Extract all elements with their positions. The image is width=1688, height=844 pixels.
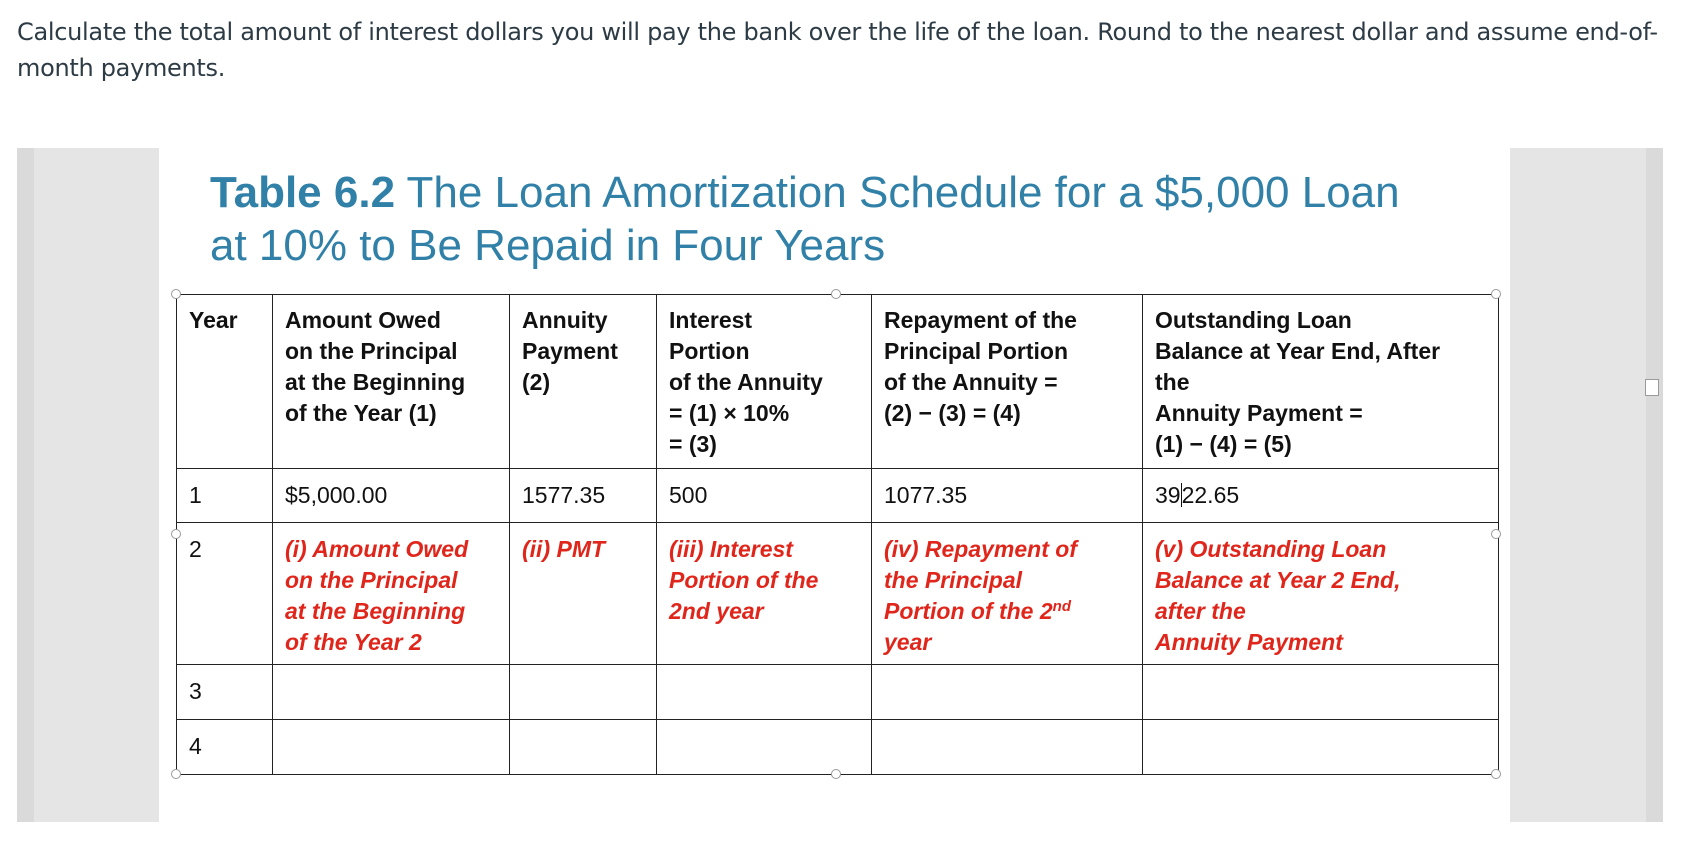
- page-margin-right: [1646, 148, 1663, 822]
- header-interest-portion: Interest Portion of the Annuity = (1) × 10% = (3): [657, 295, 872, 469]
- table-row-year-3: [177, 665, 1499, 720]
- cell-empty[interactable]: [273, 720, 510, 775]
- table-title: The Loan Amortization Schedule for a $5,000 Loan at 10% to Be Repaid in Four Years: [210, 168, 1400, 270]
- cell-empty[interactable]: [657, 665, 872, 720]
- resize-handle-middle-right[interactable]: [1491, 529, 1501, 539]
- cell-empty[interactable]: [273, 665, 510, 720]
- cell-annuity-payment: 1577.35: [510, 469, 657, 523]
- table-row-year-1: [177, 469, 1499, 523]
- table-row-year-4: [177, 720, 1499, 775]
- cell-empty[interactable]: [872, 665, 1143, 720]
- cell-year: 3: [177, 665, 273, 720]
- resize-handle-bottom-right[interactable]: [1491, 769, 1501, 779]
- cell-empty[interactable]: [510, 720, 657, 775]
- cell-empty[interactable]: [657, 720, 872, 775]
- cell-empty[interactable]: [510, 665, 657, 720]
- page-margin-left: [17, 148, 34, 822]
- table-header-row: [177, 295, 1499, 469]
- resize-handle-top-right[interactable]: [1491, 289, 1501, 299]
- cell-year: 1: [177, 469, 273, 523]
- resize-handle-bottom-left[interactable]: [171, 769, 181, 779]
- table-number: Table 6.2: [210, 168, 396, 217]
- cell-pmt-prompt: (ii) PMT: [510, 523, 657, 665]
- header-year: Year: [177, 295, 273, 469]
- cell-outstanding-balance-prompt: (v) Outstanding Loan Balance at Year 2 End, after the Annuity Payment: [1143, 523, 1499, 665]
- checkbox-square[interactable]: [1645, 379, 1659, 396]
- question-text: Calculate the total amount of interest dollars you will pay the bank over the life of the loan. Round to the nearest dollar and assume end-of-month payments.: [17, 18, 1658, 82]
- amortization-table: [176, 294, 1499, 775]
- header-annuity-payment: Annuity Payment (2): [510, 295, 657, 469]
- cell-amount-owed-prompt: (i) Amount Owed on the Principal at the Beginning of the Year 2: [273, 523, 510, 665]
- cell-empty[interactable]: [1143, 665, 1499, 720]
- header-principal-repayment: Repayment of the Principal Portion of the Annuity = (2) − (3) = (4): [872, 295, 1143, 469]
- cell-interest-prompt: (iii) Interest Portion of the 2nd year: [657, 523, 872, 665]
- resize-handle-middle-left[interactable]: [171, 529, 181, 539]
- table-caption: [210, 166, 1410, 272]
- cell-principal-repayment-prompt: (iv) Repayment of the Principal Portion of the 2nd year: [872, 523, 1143, 665]
- resize-handle-top-middle[interactable]: [831, 289, 841, 299]
- header-outstanding-balance: Outstanding Loan Balance at Year End, After the Annuity Payment = (1) − (4) = (5): [1143, 295, 1499, 469]
- cell-year: 2: [177, 523, 273, 665]
- cell-empty[interactable]: [1143, 720, 1499, 775]
- cell-outstanding-balance[interactable]: 3922.65: [1143, 469, 1499, 523]
- cell-empty[interactable]: [872, 720, 1143, 775]
- cell-interest: 500: [657, 469, 872, 523]
- cell-principal-repayment: 1077.35: [872, 469, 1143, 523]
- resize-handle-bottom-middle[interactable]: [831, 769, 841, 779]
- cell-amount-owed: $5,000.00: [273, 469, 510, 523]
- table-row-year-2: [177, 523, 1499, 665]
- cell-year: 4: [177, 720, 273, 775]
- resize-handle-top-left[interactable]: [171, 289, 181, 299]
- header-amount-owed: Amount Owed on the Principal at the Beginning of the Year (1): [273, 295, 510, 469]
